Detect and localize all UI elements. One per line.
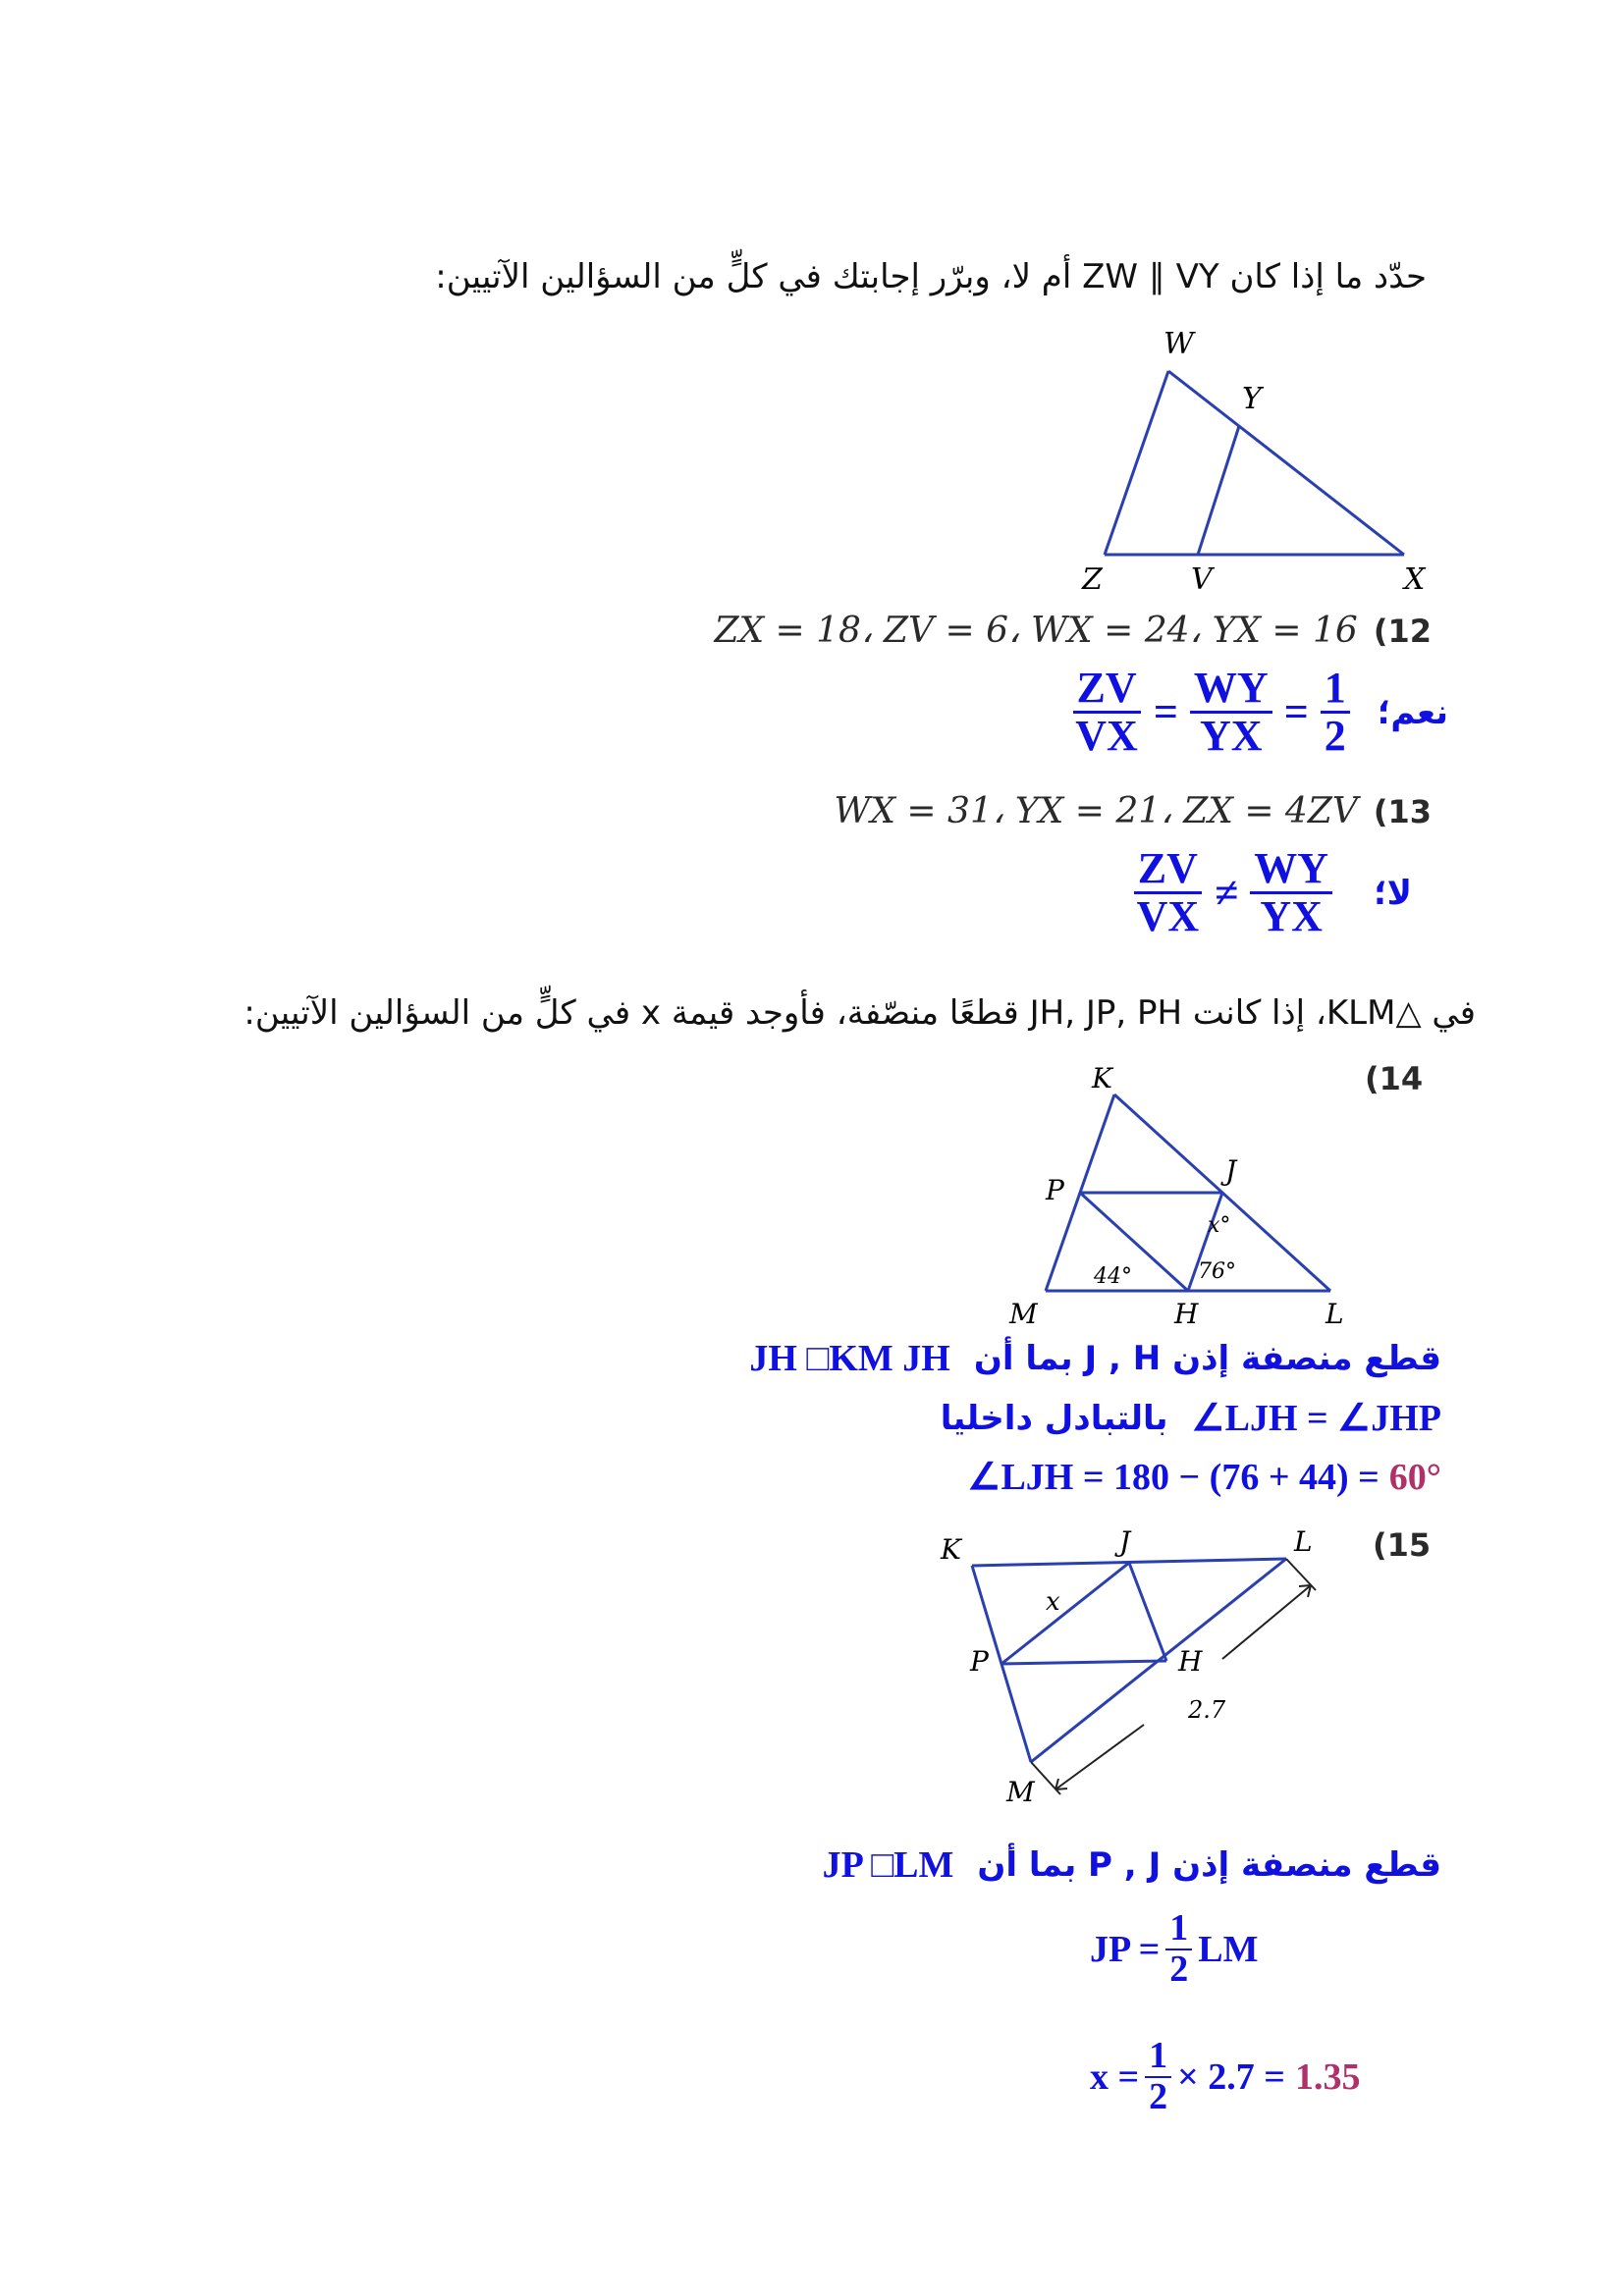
label-Y: Y: [1242, 382, 1262, 416]
label-V: V: [1191, 562, 1213, 597]
label-H: H: [1178, 1645, 1203, 1678]
problem-15-line2: JP = $\frac{1}{2}$ LM: [1090, 1907, 1259, 1990]
problem-14-line1: JH □KM JH بما أن J , H قطع منصفة إذن: [749, 1338, 1441, 1379]
answer-yes: نعم؛: [1377, 692, 1448, 732]
label-x-angle: x°: [1208, 1213, 1231, 1238]
label-x: x: [1046, 1587, 1060, 1617]
problem-14-line2: بالتبادل داخليا ∠LJH = ∠JHP: [940, 1398, 1441, 1439]
problem-13-answer: $\frac{ZV}{VX}$ ≠ $\frac{WY}{YX}$ لا؛: [1127, 846, 1412, 939]
label-X: X: [1404, 562, 1426, 597]
triangle-figure-1: [1060, 327, 1453, 599]
label-M: M: [1006, 1776, 1035, 1808]
parallel-question: حدّد ما إذا كان ZW ∥ VY أم لا، وبرّر إجابتك في كلٍّ من السؤالين الآتيين:: [435, 257, 1427, 296]
problem-12-given: ZX = 18، ZV = 6، WX = 24، YX = 16 (12: [714, 611, 1432, 651]
problem-14-line3: ∠LJH = 180 − (76 + 44) = 60°: [967, 1456, 1441, 1498]
triangle-figure-15: [923, 1522, 1335, 1826]
problem-15-line1: JP □LM بما أن P , J قطع منصفة إذن: [822, 1844, 1441, 1886]
problem-14-number: (14: [1365, 1060, 1424, 1097]
label-J: J: [1119, 1525, 1131, 1558]
label-76: 76°: [1198, 1259, 1236, 1284]
label-W: W: [1163, 327, 1194, 361]
label-J: J: [1225, 1154, 1237, 1187]
answer-no: لا؛: [1374, 873, 1412, 913]
label-L: L: [1325, 1298, 1344, 1330]
problem-15-number: (15: [1373, 1526, 1432, 1564]
label-2-7: 2.7: [1188, 1696, 1226, 1724]
label-44: 44°: [1094, 1264, 1132, 1289]
midsegment-question: في △KLM، إذا كانت JH, JP, PH قطعًا منصّفة، فأوجد قيمة x في كلٍّ من السؤالين الآتيين:: [243, 993, 1476, 1033]
label-P: P: [970, 1645, 989, 1678]
label-Z: Z: [1082, 562, 1103, 597]
problem-15-line3: x = $\frac{1}{2}$ × 2.7 = 1.35: [1090, 2035, 1361, 2117]
problem-12-answer: $\frac{ZV}{VX}$ = $\frac{WY}{YX}$ = $\frac{1}{2}$ نعم؛: [1065, 666, 1448, 759]
label-L: L: [1294, 1525, 1313, 1558]
triangle-figure-14: [992, 1060, 1365, 1330]
label-K: K: [1092, 1062, 1112, 1095]
problem-13-given: WX = 31، YX = 21، ZX = 4ZV (13: [834, 791, 1432, 831]
label-K: K: [941, 1533, 961, 1566]
label-P: P: [1046, 1174, 1064, 1206]
label-M: M: [1009, 1298, 1038, 1330]
label-H: H: [1174, 1298, 1199, 1330]
